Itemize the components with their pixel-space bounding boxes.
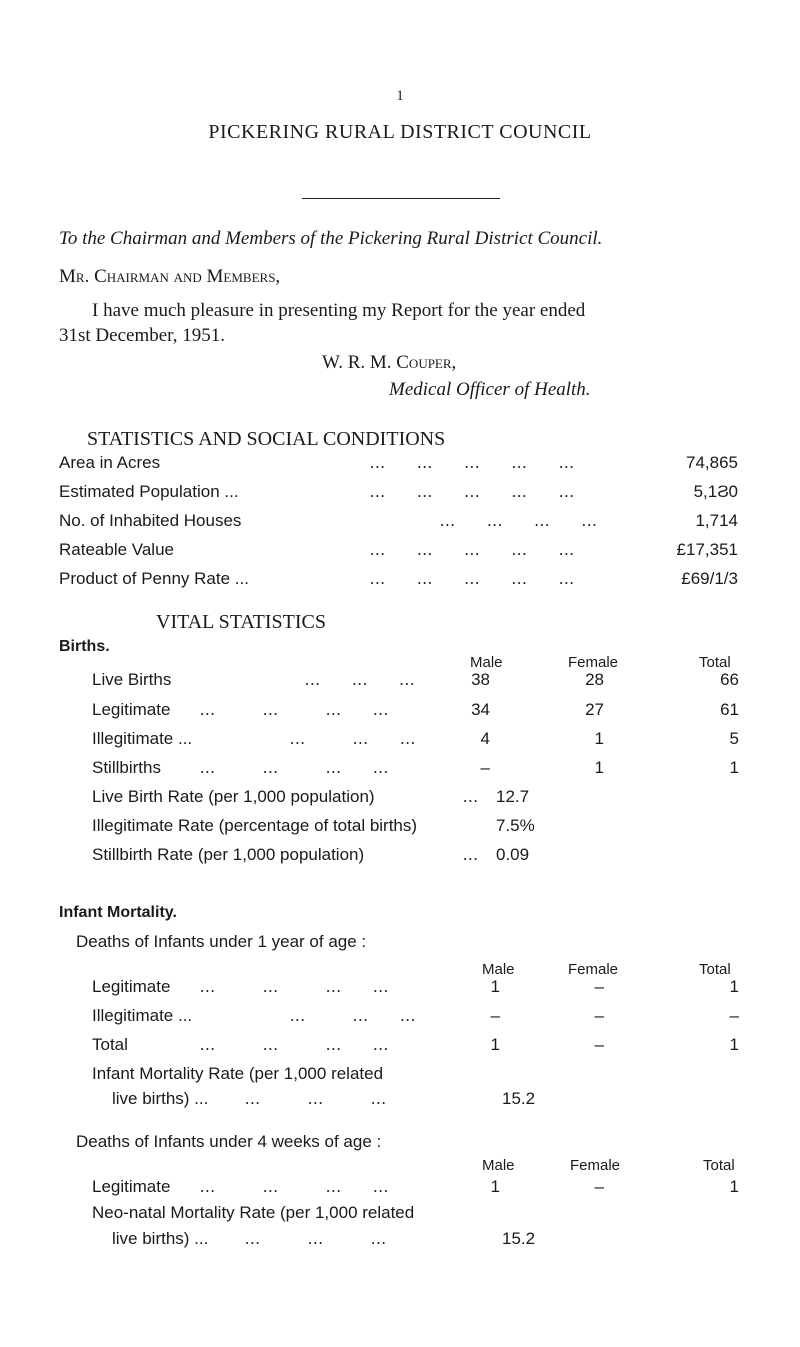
col-total: Total	[699, 654, 731, 671]
rate-label: Live Birth Rate (per 1,000 population)	[92, 787, 375, 806]
page-number: 1	[396, 88, 404, 104]
signature-name: W. R. M. Couper,	[322, 352, 457, 373]
infant-row-label: Total	[92, 1035, 128, 1054]
stat-label: Rateable Value	[59, 540, 174, 559]
stat-value: 1,714	[695, 511, 738, 530]
leader-dots: ... ... ... ...	[440, 511, 598, 530]
stat-value: 74,865	[686, 453, 738, 472]
infant-rate-line-1: Infant Mortality Rate (per 1,000 related	[92, 1064, 384, 1083]
leader-dots: ... ... ... ... ...	[370, 569, 575, 588]
stat-label: Area in Acres	[59, 453, 161, 472]
infant-male: 1	[490, 1035, 500, 1054]
rate-label: Illegitimate Rate (percentage of total births)	[92, 816, 418, 835]
births-female: 28	[585, 670, 604, 689]
neo-rate-line-1: Neo-natal Mortality Rate (per 1,000 related	[92, 1203, 415, 1222]
births-male: 4	[480, 729, 490, 748]
stat-label: Product of Penny Rate ...	[59, 569, 249, 588]
births-row-label: Stillbirths	[92, 758, 161, 777]
neo-rate-line-2: live births) ...	[112, 1229, 209, 1248]
infant-row-label: Legitimate	[92, 977, 171, 996]
infant-rate-value: 15.2	[502, 1089, 536, 1108]
infant-rate-line-2: live births) ...	[112, 1089, 209, 1108]
col-female: Female	[570, 1157, 621, 1174]
stat-label: No. of Inhabited Houses	[59, 511, 242, 530]
neo-rate-value: 15.2	[502, 1229, 536, 1248]
col-male: Male	[470, 654, 503, 671]
births-female: 1	[594, 758, 604, 777]
rate-value: 12.7	[496, 787, 530, 806]
births-total: 5	[729, 729, 739, 748]
col-total: Total	[699, 961, 731, 978]
vital-heading: VITAL STATISTICS	[156, 611, 326, 633]
stat-value: 5,1Ϩ0	[693, 482, 738, 501]
infant-total: 1	[729, 1035, 739, 1054]
col-female: Female	[568, 654, 619, 671]
rate-label: Stillbirth Rate (per 1,000 population)	[92, 845, 365, 864]
infant-male: 1	[490, 977, 500, 996]
signature-title: Medical Officer of Health.	[389, 379, 591, 400]
infant-row2-label: Legitimate	[92, 1177, 171, 1196]
births-total: 1	[729, 758, 739, 777]
leader-dots: ... ... ...	[290, 729, 416, 748]
intro-line-2: 31st December, 1951.	[59, 325, 225, 346]
leader-dots: ... ... ...	[245, 1089, 387, 1108]
births-total: 66	[720, 670, 739, 689]
births-total: 61	[720, 700, 739, 719]
stats-heading: STATISTICS AND SOCIAL CONDITIONS	[87, 428, 446, 450]
leader-dots: ... ... ... ...	[200, 758, 389, 777]
infant-row-label: Illegitimate ...	[92, 1006, 193, 1025]
infant-row2-female: –	[594, 1177, 604, 1196]
leader-dots: ...	[463, 845, 479, 864]
infant-male: –	[490, 1006, 500, 1025]
infant-row2-male: 1	[490, 1177, 500, 1196]
births-female: 1	[594, 729, 604, 748]
leader-dots: ... ... ...	[245, 1229, 387, 1248]
infant-total: 1	[729, 977, 739, 996]
births-male: 38	[471, 670, 490, 689]
births-row-label: Legitimate	[92, 700, 171, 719]
births-male: 34	[471, 700, 490, 719]
births-female: 27	[585, 700, 604, 719]
stat-value: £17,351	[676, 540, 738, 559]
greeting: Mr. Chairman and Members,	[59, 266, 281, 287]
title-rule	[302, 198, 500, 199]
leader-dots: ... ... ... ... ...	[370, 453, 575, 472]
leader-dots: ... ... ... ...	[200, 700, 389, 719]
rate-value: 0.09	[496, 845, 530, 864]
salutation: To the Chairman and Members of the Pickering Rural District Council.	[59, 228, 603, 249]
stat-label: Estimated Population ...	[59, 482, 239, 501]
stat-value: £69/1/3	[681, 569, 738, 588]
infant-row2-total: 1	[729, 1177, 739, 1196]
births-row-label: Illegitimate ...	[92, 729, 193, 748]
leader-dots: ...	[463, 787, 479, 806]
infant-heading: Infant Mortality.	[59, 904, 177, 921]
births-male: –	[480, 758, 490, 777]
infant-female: –	[594, 1006, 604, 1025]
leader-dots: ... ... ... ... ...	[370, 482, 575, 501]
infant-female: –	[594, 1035, 604, 1054]
col-male: Male	[482, 961, 515, 978]
infant-total: –	[729, 1006, 739, 1025]
col-male: Male	[482, 1157, 515, 1174]
page-title: PICKERING RURAL DISTRICT COUNCIL	[208, 121, 592, 143]
infant-sub-2: Deaths of Infants under 4 weeks of age :	[76, 1132, 382, 1151]
col-total: Total	[703, 1157, 735, 1174]
leader-dots: ... ... ... ...	[200, 977, 389, 996]
births-row-label: Live Births	[92, 670, 172, 689]
col-female: Female	[568, 961, 619, 978]
leader-dots: ... ... ...	[290, 1006, 416, 1025]
births-heading: Births.	[59, 638, 110, 655]
infant-sub-1: Deaths of Infants under 1 year of age :	[76, 932, 367, 951]
leader-dots: ... ... ... ... ...	[370, 540, 575, 559]
leader-dots: ... ... ... ...	[200, 1177, 389, 1196]
leader-dots: ... ... ...	[305, 670, 416, 689]
infant-female: –	[594, 977, 604, 996]
intro-line-1: I have much pleasure in presenting my Report for the year ended	[92, 300, 586, 321]
rate-value: 7.5%	[496, 816, 535, 835]
leader-dots: ... ... ... ...	[200, 1035, 389, 1054]
